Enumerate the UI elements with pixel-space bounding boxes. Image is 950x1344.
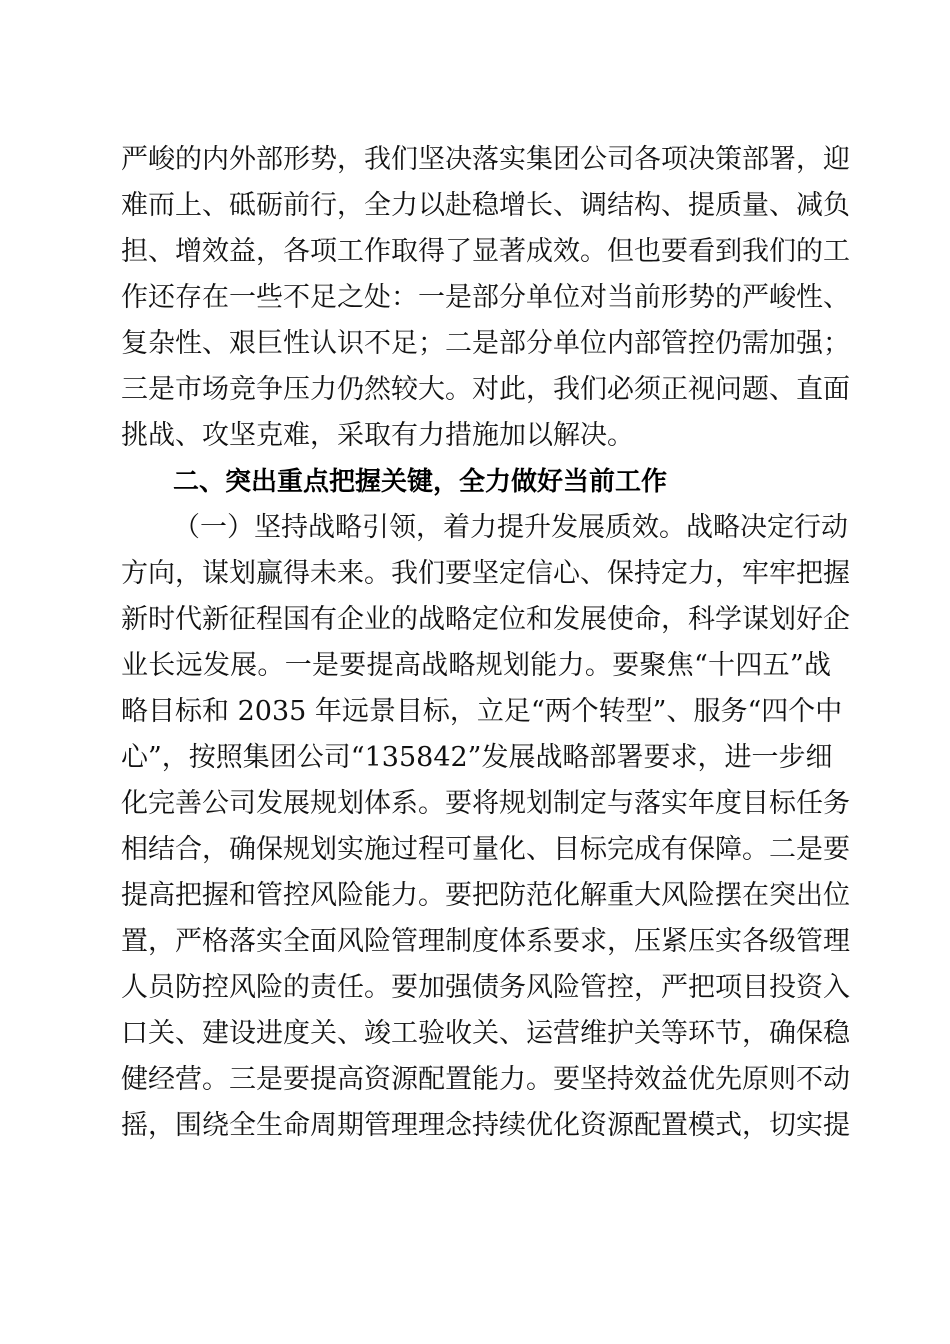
paragraph-line: 复杂性、艰巨性认识不足；二是部分单位内部管控仍需加强；: [121, 328, 850, 359]
paragraph-line: 提高把握和管控风险能力。要把防范化解重大风险摆在突出位: [121, 880, 850, 911]
paragraph-line: 难而上、砥砺前行，全力以赴稳增长、调结构、提质量、减负: [121, 190, 850, 221]
section-heading: 二、突出重点把握关键，全力做好当前工作: [173, 467, 668, 497]
paragraph-line: （一）坚持战略引领，着力提升发展质效。战略决定行动: [173, 512, 848, 543]
paragraph-line: 严峻的内外部形势，我们坚决落实集团公司各项决策部署，迎: [121, 144, 850, 175]
paragraph-line: 人员防控风险的责任。要加强债务风险管控，严把项目投资入: [121, 972, 850, 1003]
paragraph-line: 健经营。三是要提高资源配置能力。要坚持效益优先原则不动: [121, 1064, 850, 1095]
paragraph-line: 口关、建设进度关、竣工验收关、运营维护关等环节，确保稳: [121, 1018, 850, 1049]
paragraph-line: 业长远发展。一是要提高战略规划能力。要聚焦“十四五”战: [121, 650, 831, 681]
paragraph-line: 摇，围绕全生命周期管理理念持续优化资源配置模式，切实提: [121, 1110, 850, 1141]
paragraph-line: 方向，谋划赢得未来。我们要坚定信心、保持定力，牢牢把握: [121, 558, 850, 589]
paragraph-line: 担、增效益，各项工作取得了显著成效。但也要看到我们的工: [121, 236, 850, 267]
paragraph-line: 置，严格落实全面风险管理制度体系要求，压紧压实各级管理: [121, 926, 850, 957]
paragraph-line: 作还存在一些不足之处：一是部分单位对当前形势的严峻性、: [121, 282, 850, 313]
paragraph-line: 化完善公司发展规划体系。要将规划制定与落实年度目标任务: [121, 788, 850, 819]
paragraph-line: 挑战、攻坚克难，采取有力措施加以解决。: [121, 420, 634, 451]
paragraph-line: 心”，按照集团公司“135842”发展战略部署要求，进一步细: [121, 742, 833, 773]
paragraph-line: 三是市场竞争压力仍然较大。对此，我们必须正视问题、直面: [121, 374, 850, 405]
document-body: [121, 137, 850, 1149]
paragraph-line: 相结合，确保规划实施过程可量化、目标完成有保障。二是要: [121, 834, 850, 865]
paragraph-line: 新时代新征程国有企业的战略定位和发展使命，科学谋划好企: [121, 604, 850, 635]
paragraph-line: 略目标和 2035 年远景目标，立足“两个转型”、服务“四个中: [121, 696, 843, 727]
